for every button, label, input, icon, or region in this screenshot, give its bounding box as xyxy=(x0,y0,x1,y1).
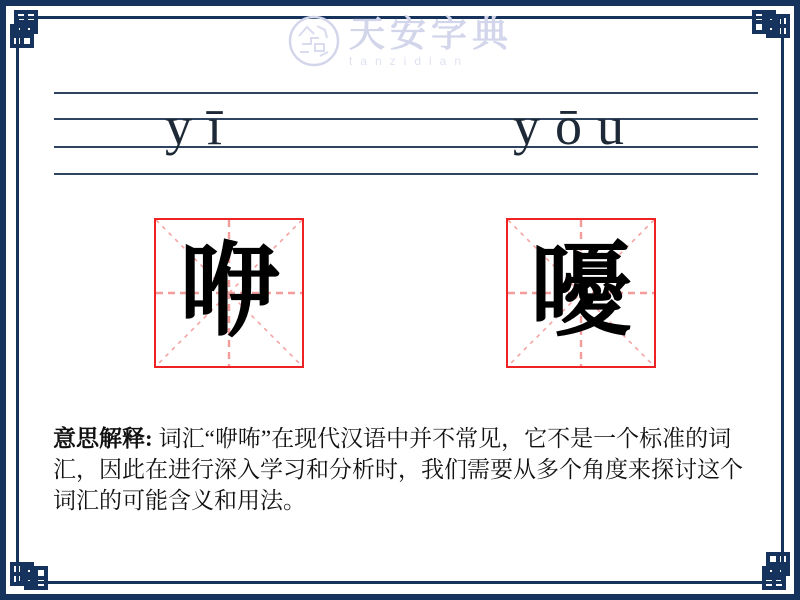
pinyin-grid-line xyxy=(54,173,758,175)
character-grid-box xyxy=(506,218,656,368)
pinyin-second: yōu xyxy=(513,96,639,156)
definition-section xyxy=(53,423,761,516)
seal-circle-icon xyxy=(287,14,341,68)
definition-label: 意思解释: xyxy=(53,426,153,451)
brand-logo xyxy=(6,14,794,68)
character-first: 咿 xyxy=(178,236,280,349)
corner-fret-icon xyxy=(0,552,48,600)
character-second: 嚘 xyxy=(530,236,632,349)
definition-text: 词汇“咿咘”在现代汉语中并不常见，它不是一个标准的词汇，因此在进行深入学习和分析时，我们需要从多个角度来探讨这个词汇的可能含义和用法。 xyxy=(53,426,743,513)
pinyin-first: yī xyxy=(164,96,237,156)
corner-fret-icon xyxy=(752,552,800,600)
pinyin-grid-line xyxy=(54,92,758,94)
brand-subtitle: tanzidian xyxy=(348,53,470,68)
brand-title: 天安字典 xyxy=(348,13,513,54)
character-grid-box xyxy=(154,218,304,368)
